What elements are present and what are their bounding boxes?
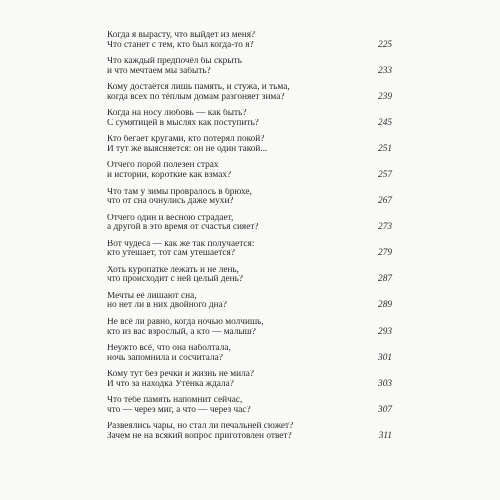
toc-entry — [107, 266, 392, 285]
toc-page-number: 289 — [378, 300, 392, 311]
toc-entry — [107, 422, 392, 441]
toc-entry-line — [107, 422, 392, 432]
toc-entry — [107, 109, 392, 128]
toc-page-number: 233 — [378, 65, 392, 76]
toc-entry-text-line-2: Что станет с тем, кто был когда-то я? — [107, 40, 254, 50]
toc-entry-text-line-2: что от сна очнулись даже мухи? — [107, 197, 234, 207]
toc-entry-line — [107, 266, 392, 276]
table-of-contents — [107, 31, 392, 449]
toc-entry — [107, 214, 392, 233]
toc-page-number: 257 — [378, 169, 392, 180]
toc-entry-line — [107, 83, 392, 93]
toc-entry-line — [107, 188, 392, 198]
toc-entry-line — [107, 370, 392, 380]
toc-entry — [107, 188, 392, 207]
toc-entry-line — [107, 145, 392, 155]
toc-entry-text-line-2: кто утешает, тот сам утешается? — [107, 249, 235, 259]
toc-entry-line — [107, 171, 392, 181]
toc-page-number: 245 — [378, 117, 392, 128]
toc-entry-text-line-2: ночь запомнила и сосчитала? — [107, 353, 223, 363]
toc-entry-line — [107, 301, 392, 311]
toc-entry-text-line-1: Неужто всё, что она наболтала, — [107, 344, 231, 354]
toc-page-number: 293 — [378, 326, 392, 337]
toc-entry-text-line-1: Что там у зимы провралось в брюхе, — [107, 187, 252, 197]
toc-entry-text-line-1: Развеялись чары, но стал ли печальней сюжет? — [107, 422, 294, 432]
toc-entry-text-line-1: Не всё ли равно, когда ночью молчишь, — [107, 318, 264, 328]
toc-entry-text-line-2: И что за находка Утёнка ждала? — [107, 379, 234, 389]
toc-entry-line — [107, 135, 392, 145]
toc-entry-text-line-2: что происходит с ней целый день? — [107, 275, 243, 285]
toc-entry-line — [107, 354, 392, 364]
toc-entry-text-line-2: Зачем не на всякий вопрос приготовлен ответ? — [107, 431, 292, 441]
toc-entry-text-line-2: что — через миг, а что — через час? — [107, 405, 251, 415]
toc-entry-line — [107, 328, 392, 338]
toc-entry-line — [107, 67, 392, 77]
toc-entry-text-line-2: и истории, короткие как взмах? — [107, 170, 232, 180]
toc-entry-text-line-2: когда всех по тёплым домам разгоняет зима? — [107, 92, 285, 102]
toc-entry-line — [107, 240, 392, 250]
toc-page-number: 311 — [378, 430, 392, 441]
toc-entry-text-line-2: кто из вас взрослый, а кто — малыш? — [107, 327, 256, 337]
toc-page-number: 279 — [378, 248, 392, 259]
toc-entry — [107, 161, 392, 180]
toc-entry-line — [107, 380, 392, 390]
toc-page-number: 287 — [378, 274, 392, 285]
toc-entry — [107, 240, 392, 259]
toc-entry — [107, 292, 392, 311]
toc-entry — [107, 370, 392, 389]
toc-entry-text-line-1: Что каждый предпочёл бы скрыть — [107, 57, 242, 67]
toc-entry — [107, 135, 392, 154]
toc-page-number: 273 — [378, 222, 392, 233]
toc-entry-line — [107, 197, 392, 207]
toc-entry-text-line-1: Когда на носу любовь — как быть? — [107, 109, 247, 119]
toc-entry-line — [107, 93, 392, 103]
toc-entry-line — [107, 57, 392, 67]
toc-entry — [107, 344, 392, 363]
toc-entry-line — [107, 432, 392, 442]
toc-entry-text-line-1: Кому тут без речки и жизнь не мила? — [107, 370, 255, 380]
toc-page-number: 267 — [378, 196, 392, 207]
toc-entry-text-line-2: И тут же выясняется: он не один такой... — [107, 144, 268, 154]
toc-entry — [107, 83, 392, 102]
toc-entry-line — [107, 41, 392, 51]
toc-entry — [107, 31, 392, 50]
toc-entry-text-line-1: Что тебе память напомнит сейчас, — [107, 396, 243, 406]
toc-entry-text-line-1: Кто бегает кругами, кто потерял покой? — [107, 135, 265, 145]
toc-entry-line — [107, 275, 392, 285]
toc-page-number: 251 — [378, 143, 392, 154]
toc-entry-line — [107, 31, 392, 41]
toc-entry-line — [107, 214, 392, 224]
toc-entry-text-line-1: Отчего порой полезен страх — [107, 161, 219, 171]
toc-entry-line — [107, 119, 392, 129]
toc-entry — [107, 57, 392, 76]
toc-entry-line — [107, 318, 392, 328]
toc-page-number: 225 — [378, 39, 392, 50]
toc-entry-text-line-1: Отчего один и весною страдает, — [107, 213, 234, 223]
toc-entry-line — [107, 292, 392, 302]
toc-entry-text-line-1: Кому достаётся лишь память, и стужа, и тьма, — [107, 83, 290, 93]
toc-page-number: 301 — [378, 352, 392, 363]
toc-entry — [107, 318, 392, 337]
toc-entry-line — [107, 344, 392, 354]
toc-page-number: 307 — [378, 404, 392, 415]
toc-entry-text-line-1: Когда я вырасту, что выйдет из меня? — [107, 31, 256, 40]
toc-entry-line — [107, 249, 392, 259]
toc-page-number: 239 — [378, 91, 392, 102]
toc-entry-line — [107, 406, 392, 416]
toc-entry-text-line-2: С сумятицей в мыслях как поступить? — [107, 118, 259, 128]
toc-entry-text-line-2: а другой в это время от счастья сияет? — [107, 223, 259, 233]
toc-entry-line — [107, 161, 392, 171]
toc-entry-line — [107, 396, 392, 406]
toc-entry — [107, 396, 392, 415]
toc-entry-text-line-2: но нет ли в них двойного дна? — [107, 301, 227, 311]
toc-entry-line — [107, 223, 392, 233]
toc-entry-text-line-2: и что мечтаем мы забыть? — [107, 66, 211, 76]
toc-page-number: 303 — [378, 378, 392, 389]
toc-entry-text-line-1: Мечты её лишают сна, — [107, 291, 197, 301]
toc-entry-text-line-1: Вот чудеса — как же так получается: — [107, 239, 255, 249]
toc-entry-text-line-1: Хоть куропатке лежать и не лень, — [107, 265, 240, 275]
toc-entry-line — [107, 109, 392, 119]
